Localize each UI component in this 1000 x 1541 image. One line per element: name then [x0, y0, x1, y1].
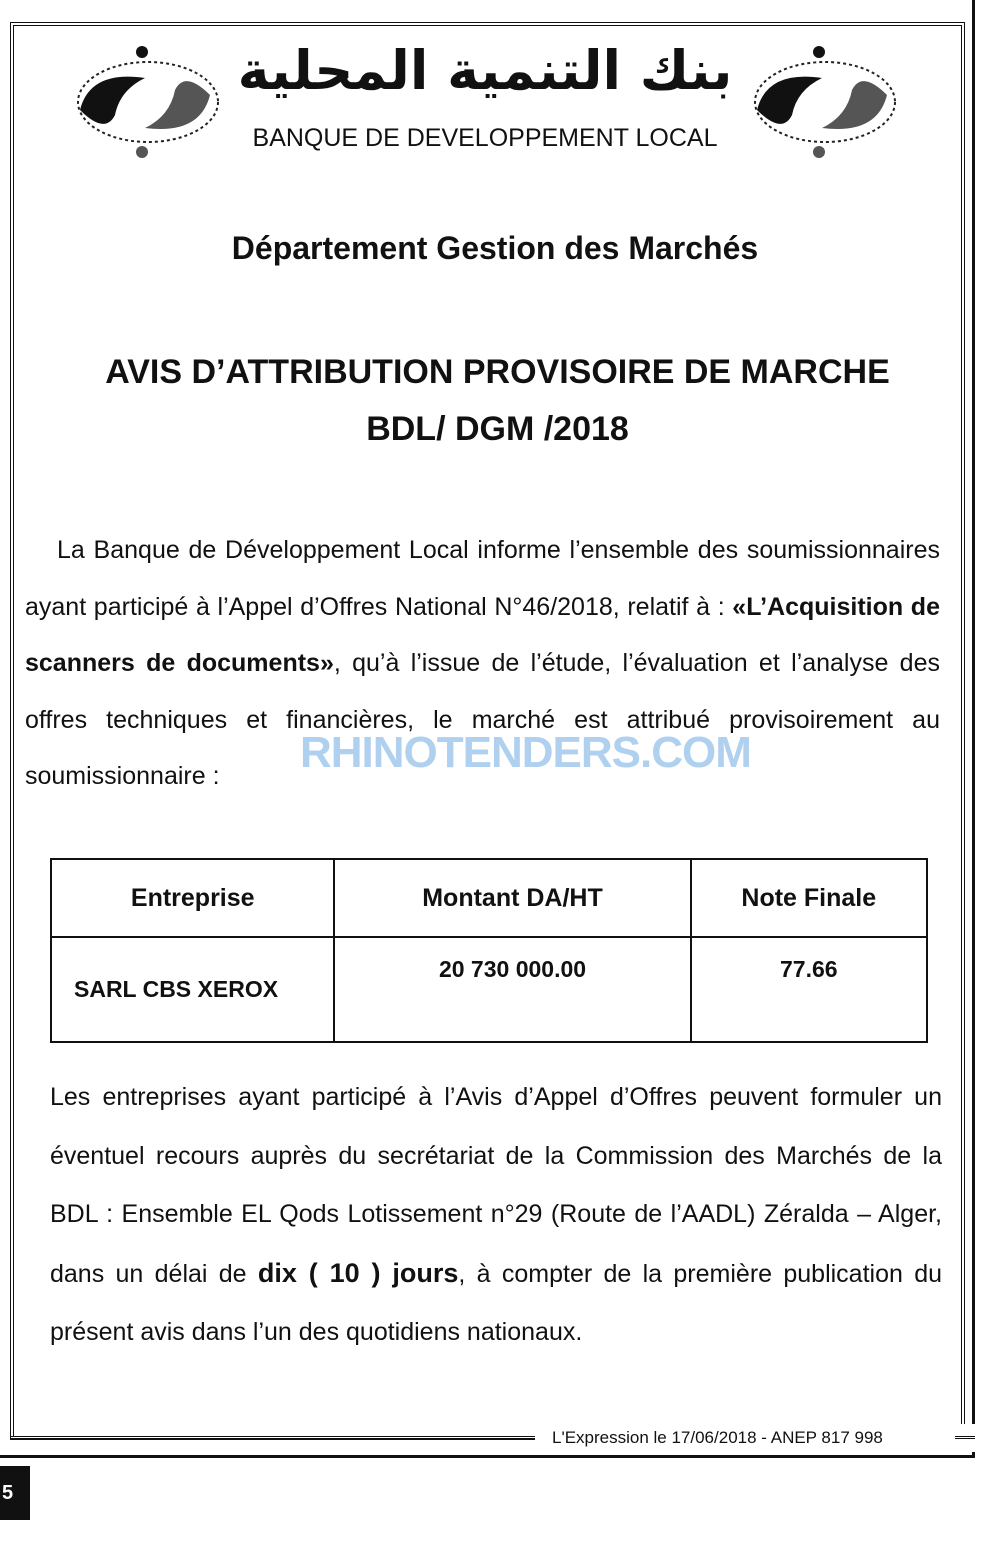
bdl-logo-icon	[60, 40, 225, 165]
table-header-row	[51, 859, 927, 937]
recourse-deadline: dix ( 10 ) jours	[257, 1257, 459, 1288]
page-number: 5	[0, 1466, 30, 1520]
header-note: Note Finale	[691, 859, 927, 937]
cell-montant: 20 730 000.00	[334, 937, 690, 1042]
bank-name-arabic: بنك التنمية المحلية	[237, 39, 733, 102]
department-heading: Département Gestion des Marchés	[231, 230, 759, 266]
intro-text-2: , qu’à l’issue de l’étude, l’évaluation et l’analyse des offres techniques et financières, le marché est attribué provisoirement au soumissionnaire :	[25, 649, 940, 790]
table-row	[51, 937, 927, 1042]
notice-reference: BDL/ DGM /2018	[366, 410, 629, 448]
header-montant: Montant DA/HT	[334, 859, 690, 937]
watermark: RHINOTENDERS.COM	[300, 728, 751, 777]
footer-divider-right	[955, 1436, 975, 1439]
bdl-logo-icon-right	[745, 40, 910, 165]
cell-entreprise: SARL CBS XEROX	[51, 937, 334, 1042]
bank-name-french: BANQUE DE DEVELOPPEMENT LOCAL	[252, 124, 718, 152]
footer-divider-left	[10, 1436, 535, 1439]
award-table	[50, 858, 928, 1043]
intro-text-1: La Banque de Développement Local informe l’ensemble des soumissionnaires ayant participé à l’Appel d’Offres National N°46/2018, relatif à :	[25, 536, 940, 621]
recourse-text-1: Les entreprises ayant participé à l’Avis d’Appel d’Offres peuvent formuler un éventuel recours auprès du secrétariat de la Commission des Marchés de la BDL : Ensemble EL Qods Lotissement n°29 (Route de l’AADL) Zéralda – Alger, dans un délai de	[50, 1083, 942, 1288]
recourse-paragraph	[50, 1068, 942, 1362]
publication-footer: L'Expression le 17/06/2018 - ANEP 817 998	[552, 1428, 883, 1447]
notice-title: AVIS D’ATTRIBUTION PROVISOIRE DE MARCHE	[105, 353, 890, 391]
intro-subject: «L’Acquisition de scanners de documents»	[25, 592, 940, 677]
header-entreprise: Entreprise	[51, 859, 334, 937]
cell-note: 77.66	[691, 937, 927, 1042]
recourse-text-2: , à compter de la première publication du présent avis dans l’un des quotidiens nationaux.	[50, 1259, 943, 1346]
